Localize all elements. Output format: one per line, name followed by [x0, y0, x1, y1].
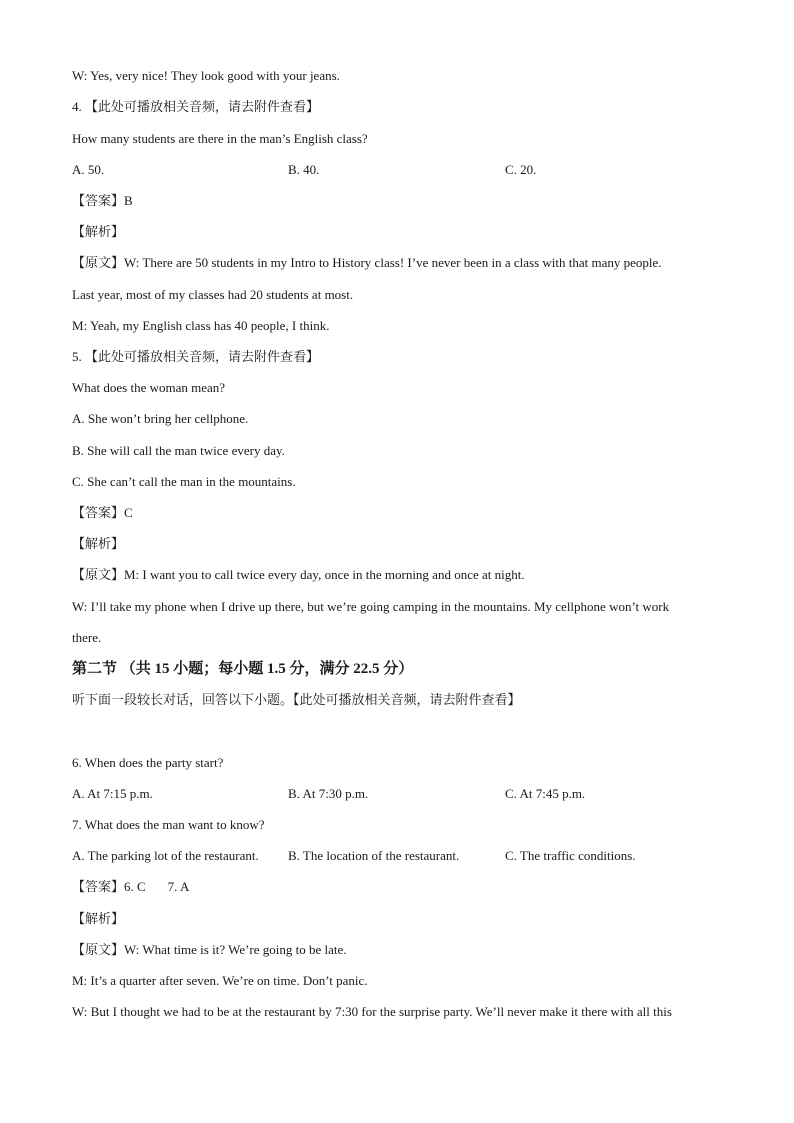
question-5-option-b: B. She will call the man twice every day. — [72, 443, 285, 458]
question-6-text: 6. When does the party start? — [72, 755, 224, 770]
question-4-transcript-1: 【原文】W: There are 50 students in my Intro to History class! I’ve never been in a class with that many people. — [72, 255, 662, 270]
section-2-intro: 听下面一段较长对话，回答以下小题。【此处可播放相关音频，请去附件查看】 — [72, 692, 521, 707]
question-5-label: 5. 【此处可播放相关音频，请去附件查看】 — [72, 349, 320, 364]
answer-7: 7. A — [167, 879, 190, 894]
dialogue-line: W: Yes, very nice! They look good with your jeans. — [72, 68, 340, 83]
question-6-7-transcript-3: W: But I thought we had to be at the restaurant by 7:30 for the surprise party. We’ll never make it there with all this — [72, 1004, 672, 1019]
question-5-transcript-2: W: I’ll take my phone when I drive up there, but we’re going camping in the mountains. My cellphone won’t work — [72, 599, 670, 614]
question-4-transcript-3: M: Yeah, my English class has 40 people, I think. — [72, 318, 330, 333]
question-4-text: How many students are there in the man’s English class? — [72, 131, 368, 146]
option-b: B. The location of the restaurant. — [288, 848, 460, 863]
question-5-option-c: C. She can’t call the man in the mountains. — [72, 474, 296, 489]
question-5-transcript-3: there. — [72, 630, 102, 645]
question-7-text: 7. What does the man want to know? — [72, 817, 265, 832]
question-5-analysis: 【解析】 — [72, 536, 125, 551]
option-c: C. 20. — [505, 162, 537, 177]
question-4-analysis: 【解析】 — [72, 224, 125, 239]
option-b: B. At 7:30 p.m. — [288, 786, 369, 801]
question-6-7-answer — [72, 878, 734, 896]
option-c: C. At 7:45 p.m. — [505, 786, 586, 801]
question-4-answer: 【答案】B — [72, 193, 133, 208]
question-5-option-a: A. She won’t bring her cellphone. — [72, 411, 249, 426]
question-6-7-analysis: 【解析】 — [72, 911, 125, 926]
option-a: A. The parking lot of the restaurant. — [72, 848, 259, 863]
question-6-7-transcript-1: 【原文】W: What time is it? We’re going to be late. — [72, 942, 347, 957]
answer-6: 【答案】6. C — [72, 879, 146, 894]
question-4-label: 4. 【此处可播放相关音频，请去附件查看】 — [72, 99, 320, 114]
option-a: A. At 7:15 p.m. — [72, 786, 153, 801]
question-5-text: What does the woman mean? — [72, 380, 226, 395]
option-c: C. The traffic conditions. — [505, 848, 636, 863]
question-5-answer: 【答案】C — [72, 505, 133, 520]
question-4-transcript-2: Last year, most of my classes had 20 students at most. — [72, 287, 354, 302]
section-2-heading: 第二节 （共 15 小题；每小题 1.5 分，满分 22.5 分） — [72, 661, 414, 677]
question-6-7-transcript-2: M: It’s a quarter after seven. We’re on time. Don’t panic. — [72, 973, 368, 988]
question-5-transcript-1: 【原文】M: I want you to call twice every day, once in the morning and once at night. — [72, 567, 525, 582]
option-b: B. 40. — [288, 162, 320, 177]
option-a: A. 50. — [72, 162, 105, 177]
